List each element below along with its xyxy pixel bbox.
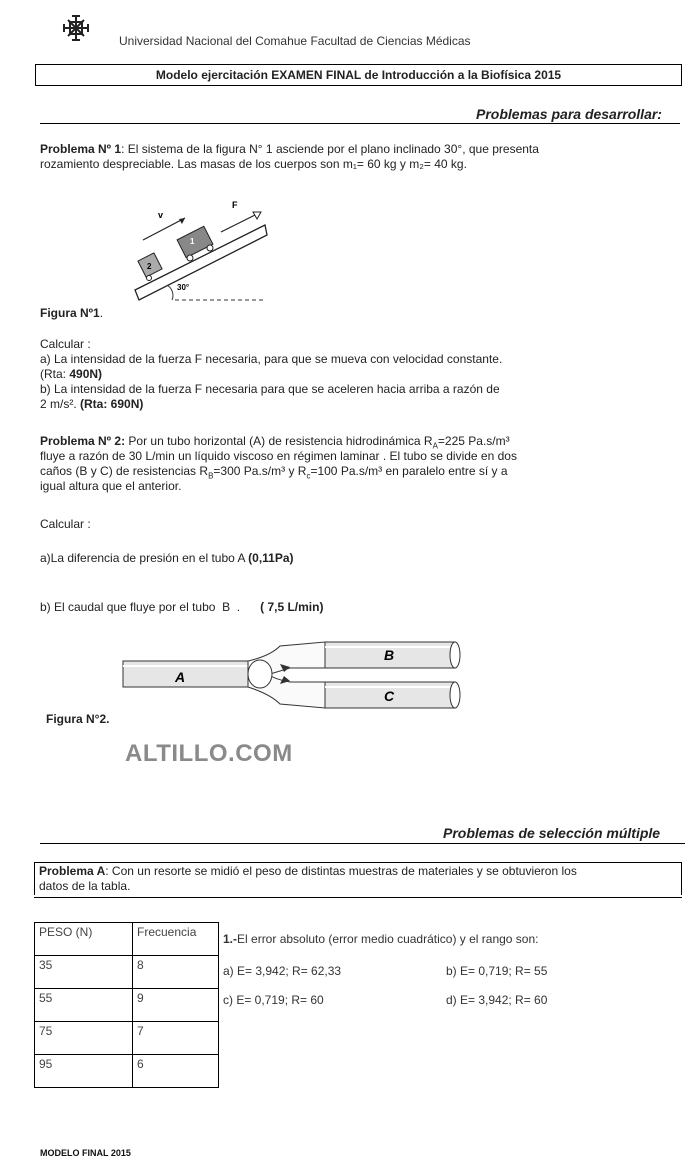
table-header: Frecuencia: [133, 923, 219, 956]
table-cell: 95: [35, 1055, 133, 1088]
problem1-statement: Problema Nº 1: El sistema de la figura N° 1 asciende por el plano inclinado 30°, que presenta rozamiento despreciable. Las masas de los cuerpos son m₁= 60 kg y m₂= 40 kg.: [40, 142, 539, 171]
exam-title: Modelo ejercitación EXAMEN FINAL de Introducción a la Biofísica 2015: [35, 64, 682, 86]
table-row: [35, 1022, 219, 1055]
tube-c-label: C: [384, 688, 395, 704]
table-row: [35, 1055, 219, 1088]
question1-text: 1.-El error absoluto (error medio cuadrático) y el rango son:: [223, 932, 539, 946]
problem2-question-a: a)La diferencia de presión en el tubo A (0,11Pa): [40, 551, 294, 565]
problem2-statement: Problema Nº 2: Por un tubo horizontal (A) de resistencia hidrodinámica $R_A=225$ Pa.s/m³ fluye a razón de 30 L/min un líquido viscoso en régimen laminar . El tubo se divide en dos caños (B y C) de resistencias $R_B=300$ Pa.s/m³ y $R_c=100$ Pa.s/m³ en paralelo entre sí y a igual altura que el anterior.: [40, 434, 517, 493]
table-row: [35, 956, 219, 989]
problemA-divider: [34, 897, 682, 898]
table-cell: 6: [133, 1055, 219, 1088]
table-header-row: [35, 923, 219, 956]
data-table: [34, 922, 219, 1088]
mass1-label: 1: [190, 237, 195, 246]
tube-a-label: A: [175, 669, 186, 685]
section-rule: [40, 123, 680, 124]
watermark: ALTILLO.COM: [125, 740, 293, 767]
problem2-calc: Calcular :: [40, 517, 91, 531]
option-d: d) E= 3,942; R= 60: [446, 993, 548, 1007]
problemA-box: Problema A: Con un resorte se midió el peso de distintas muestras de materiales y se obtuvieron los datos de la tabla.: [34, 862, 682, 895]
section-heading-develop: Problemas para desarrollar:: [476, 106, 662, 122]
institution-name: Universidad Nacional del Comahue Facultad de Ciencias Médicas: [119, 34, 471, 48]
footer-label: MODELO FINAL 2015: [40, 1148, 131, 1158]
table-cell: 35: [35, 956, 133, 989]
tube-b-label: B: [384, 647, 395, 663]
figure1-caption: Figura Nº1.: [40, 306, 104, 320]
force-label: F: [232, 200, 238, 210]
problem2-question-b: b) El caudal que fluye por el tubo B . ( 7,5 L/min): [40, 600, 324, 614]
option-a: a) E= 3,942; R= 62,33: [223, 964, 342, 978]
option-b: b) E= 0,719; R= 55: [446, 964, 548, 978]
section2-rule: [40, 843, 685, 844]
option-c: c) E= 0,719; R= 60: [223, 993, 324, 1007]
figure2-caption: Figura N°2.: [46, 712, 110, 726]
incline-figure: [125, 190, 270, 305]
section-heading-multiple-choice: Problemas de selección múltiple: [443, 825, 661, 841]
table-cell: 9: [133, 989, 219, 1022]
table-cell: 75: [35, 1022, 133, 1055]
problem1-questions: Calcular : a) La intensidad de la fuerza F necesaria, para que se mueva con velocidad constante. (Rta: 490N) b) La intensidad de la fuerza F necesaria para que se aceleren hacia arriba a razón de 2 m/s². (Rta: 690N): [40, 337, 503, 411]
table-cell: 8: [133, 956, 219, 989]
mass2-label: 2: [147, 262, 152, 271]
table-row: [35, 989, 219, 1022]
tube-figure: [120, 636, 465, 716]
angle-label: 30°: [177, 283, 190, 292]
table-header: PESO (N): [35, 923, 133, 956]
table-cell: 7: [133, 1022, 219, 1055]
velocity-label: v: [158, 210, 164, 220]
university-logo-icon: [62, 14, 90, 42]
table-cell: 55: [35, 989, 133, 1022]
